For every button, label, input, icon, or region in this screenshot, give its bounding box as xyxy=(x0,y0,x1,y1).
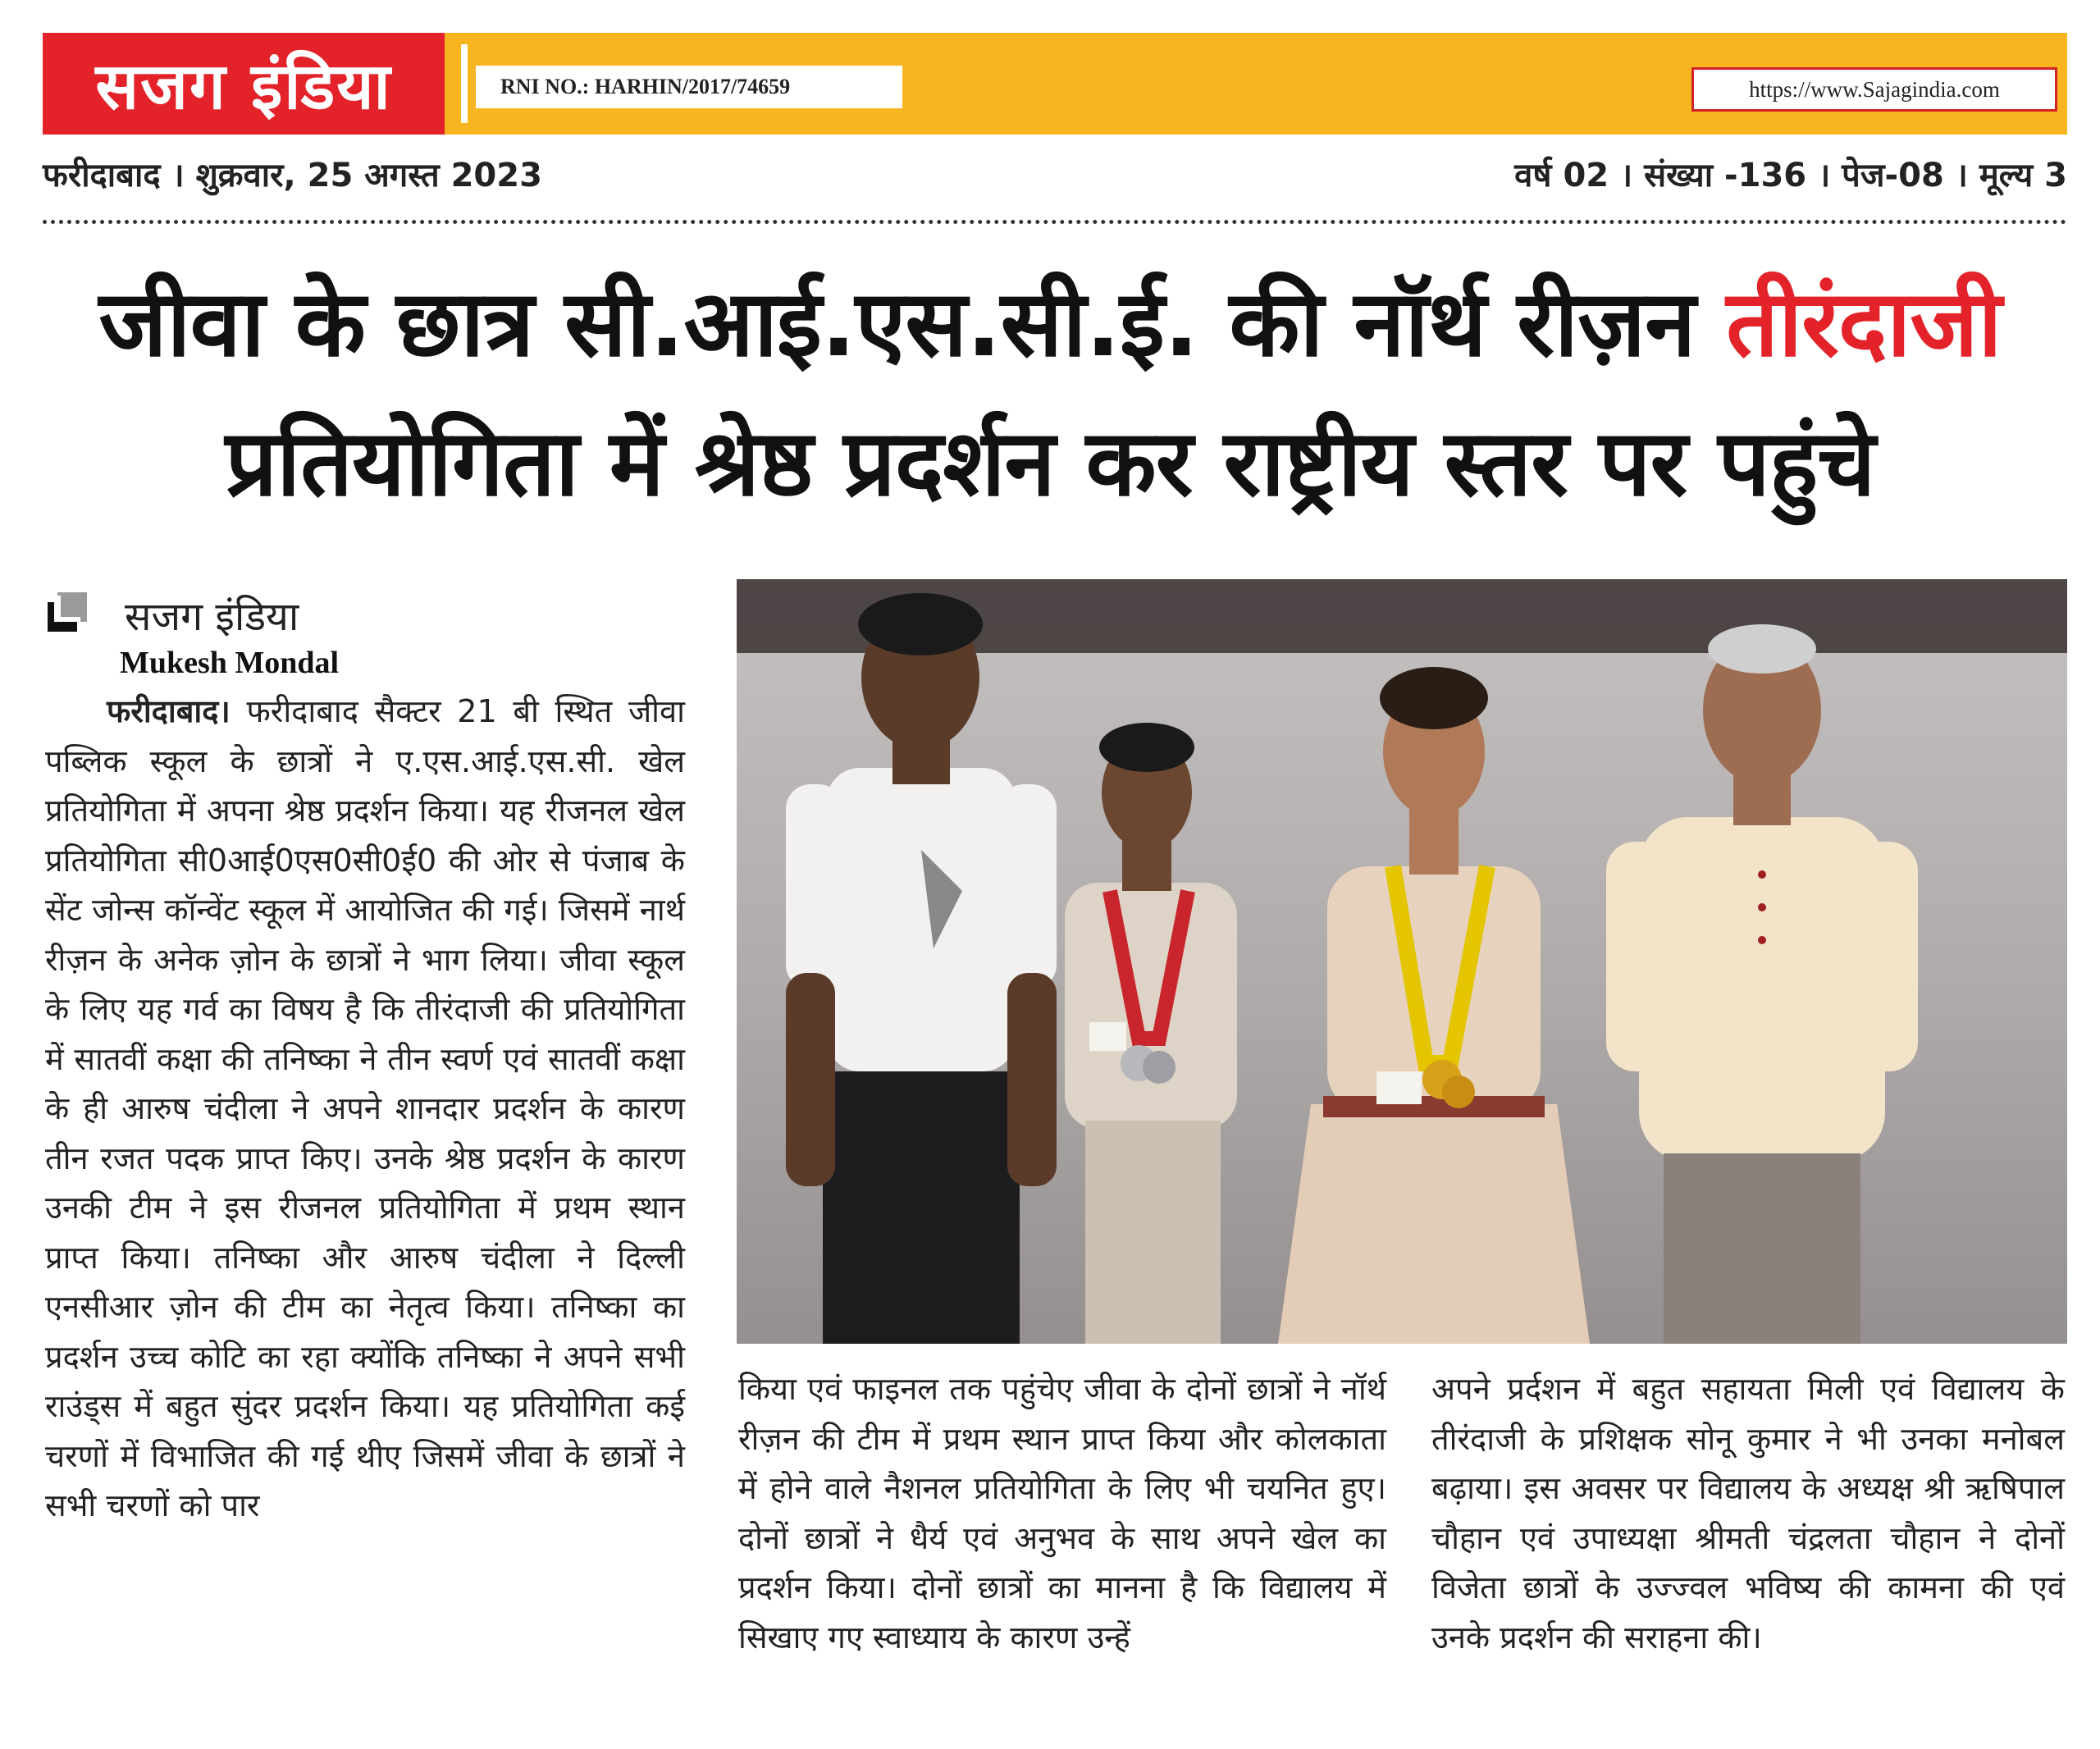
dateline xyxy=(43,151,2067,200)
masthead xyxy=(43,33,2067,135)
headline-highlight: तीरंदाजी xyxy=(1726,271,2002,377)
byline-author: Mukesh Mondal xyxy=(120,646,340,680)
headline xyxy=(0,254,2100,533)
headline-line-1-text: जीवा के छात्र सी.आई.एस.सी.ई. की नॉर्थ रीज़न xyxy=(98,271,1696,377)
byline-square-icon xyxy=(48,592,87,632)
article-dateline: फरीदाबाद। xyxy=(107,693,231,729)
article-column-2: किया एवं फाइनल तक पहुंचेए जीवा के दोनों छात्रों ने नॉर्थ रीज़न की टीम में प्रथम स्थान प्राप्त किया और कोलकाता में होने वाले नैशनल प्रतियोगिता के लिए भी चयनित हुए। दोनों छात्रों ने धैर्य एवं अनुभव के साथ अपने खेल का प्रदर्शन किया। दोनों छात्रों का मानना है कि विद्यालय में सिखाए गए स्वाध्याय के कारण उन्हें xyxy=(738,1371,1386,1655)
dotted-divider xyxy=(43,220,2067,224)
issue-info: वर्ष 02 । संख्या -136 । पेज-08 । मूल्य 3 xyxy=(1514,157,2067,194)
article-column-1-text: फरीदाबाद सैक्टर 21 बी स्थित जीवा पब्लिक स्कूल के छात्रों ने ए.एस.आई.एस.सी. खेल प्रतियोगिता में अपना श्रेष्ठ प्रदर्शन किया। यह रीजनल खेल प्रतियोगिता सी0आई0एस0सी0ई0 की ओर से पंजाब के सेंट जोन्स कॉन्वेंट स्कूल में आयोजित की गई। जिसमें नार्थ रीज़न के अनेक ज़ोन के छात्रों ने भाग लिया। जीवा स्कूल के लिए यह गर्व का विषय है कि तीरंदाजी की प्रतियोगिता में सातवीं कक्षा की तनिष्का ने तीन स्वर्ण एवं सातवीं कक्षा के ही आरुष चंदीला ने अपने शानदार प्रदर्शन के कारण तीन रजत पदक प्राप्त किए। उनके श्रेष्ठ प्रदर्शन के कारण उनकी टीम ने इस रीजनल प्रतियोगिता में प्रथम स्थान प्राप्त किया। तनिष्का और आरुष चंदीला ने दिल्ली एनसीआर ज़ोन की टीम का नेतृत्व किया। तनिष्का का प्रदर्शन उच्च कोटि का रहा क्योंकि तनिष्का ने अपने सभी राउंड्स में बहुत सुंदर प्रदर्शन किया। यह प्रतियोगिता कई चरणों में विभाजित की गई थीए जिसमें जीवा के छात्रों ने सभी चरणों को पार xyxy=(45,693,685,1523)
website-url[interactable]: https://www.Sajagindia.com xyxy=(1691,67,2057,112)
rni-number: RNI NO.: HARHIN/2017/74659 xyxy=(476,66,902,108)
byline-brand: सजग इंडिया xyxy=(125,594,299,640)
article-column-3: अपने प्रर्दशन में बहुत सहायता मिली एवं विद्यालय के तीरंदाजी के प्रशिक्षक सोनू कुमार ने भी उनका मनोबल बढ़ाया। इस अवसर पर विद्यालय के अध्यक्ष श्री ऋषिपाल चौहान एवं उपाध्यक्षा श्रीमती चंद्रलता चौहान ने दोनों विजेता छात्रों के उज्ज्वल भविष्य की कामना की एवं उनके प्रदर्शन की सराहना की। xyxy=(1431,1371,2065,1655)
article-column-1 xyxy=(45,687,685,1531)
logo-divider xyxy=(461,44,468,123)
news-photo xyxy=(737,579,2067,1344)
headline-line-2: प्रतियोगिता में श्रेष्ठ प्रदर्शन कर राष्ट्रीय स्तर पर पहुंचे xyxy=(225,410,1875,517)
newspaper-logo: सजग इंडिया xyxy=(43,33,445,135)
date-location: फरीदाबाद । शुक्रवार, 25 अगस्त 2023 xyxy=(43,157,542,194)
headline-line-1 xyxy=(0,254,2100,394)
